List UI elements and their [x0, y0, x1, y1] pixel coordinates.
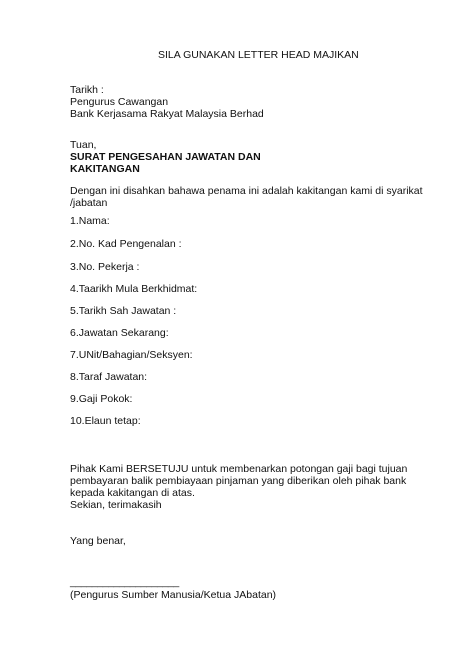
field-gaji-pokok: 9.Gaji Pokok:: [70, 393, 133, 405]
field-kad-pengenalan: 2.No. Kad Pengenalan :: [70, 238, 182, 250]
field-tarikh-sah: 5.Tarikh Sah Jawatan :: [70, 305, 177, 317]
field-nama: 1.Nama:: [70, 215, 110, 227]
recipient-line-2: Bank Kerjasama Rakyat Malaysia Berhad: [70, 108, 264, 120]
intro-line-1: Dengan ini disahkan bahawa penama ini adalah kakitangan kami di syarikat: [70, 185, 423, 197]
recipient-line-1: Pengurus Cawangan: [70, 96, 169, 108]
closing: Yang benar,: [70, 535, 126, 547]
salutation: Tuan,: [70, 139, 97, 151]
signature-line: ____________________: [70, 576, 179, 588]
intro-line-2: /jabatan: [70, 197, 108, 209]
signatory-title: (Pengurus Sumber Manusia/Ketua JAbatan): [70, 589, 277, 601]
agreement-line-4: Sekian, terimakasih: [70, 499, 162, 511]
date-label: Tarikh :: [70, 84, 104, 96]
agreement-line-1: Pihak Kami BERSETUJU untuk membenarkan potongan gaji bagi tujuan: [70, 463, 408, 475]
field-jawatan-sekarang: 6.Jawatan Sekarang:: [70, 327, 169, 339]
field-unit: 7.UNit/Bahagian/Seksyen:: [70, 349, 193, 361]
subject-line-1: SURAT PENGESAHAN JAWATAN DAN: [70, 151, 261, 163]
field-elaun-tetap: 10.Elaun tetap:: [70, 415, 141, 427]
agreement-line-3: kepada kakitangan di atas.: [70, 487, 195, 499]
field-taraf-jawatan: 8.Taraf Jawatan:: [70, 371, 148, 383]
letterhead-instruction: SILA GUNAKAN LETTER HEAD MAJIKAN: [158, 49, 359, 61]
subject-line-2: KAKITANGAN: [70, 163, 140, 175]
field-no-pekerja: 3.No. Pekerja :: [70, 261, 140, 273]
field-tarikh-mula: 4.Taarikh Mula Berkhidmat:: [70, 283, 198, 295]
agreement-line-2: pembayaran balik pembiayaan pinjaman yang diberikan oleh pihak bank: [70, 475, 407, 487]
